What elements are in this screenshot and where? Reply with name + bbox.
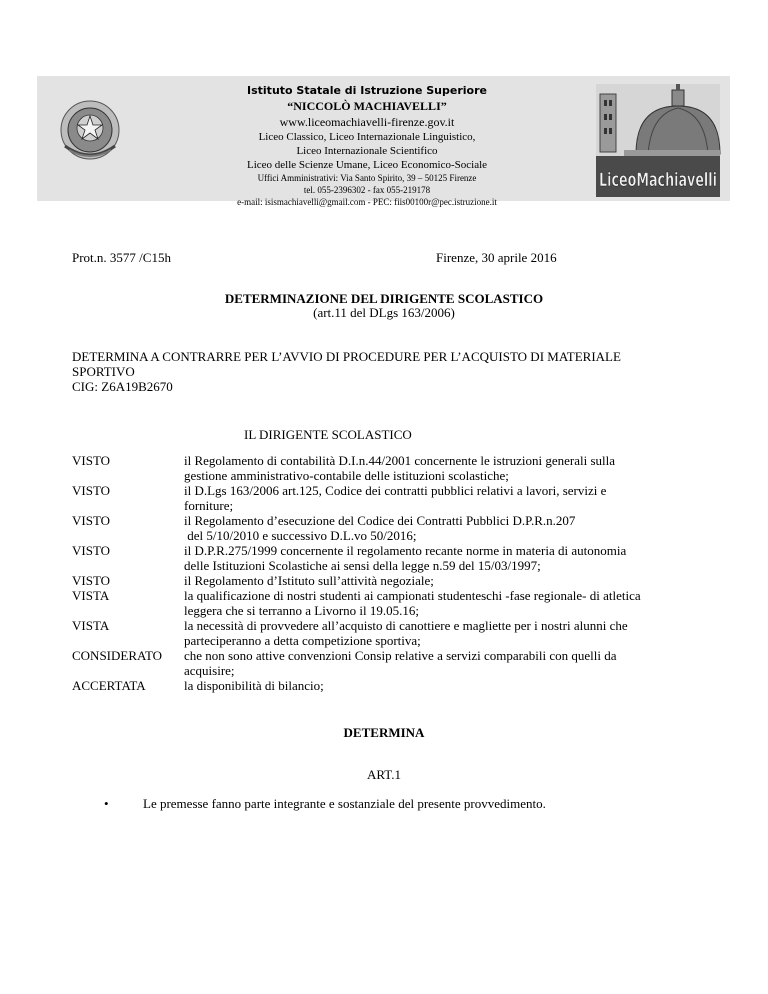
- preamble-line: parteciperanno a detta competizione sportiva;: [184, 633, 421, 648]
- document-subtitle: (art.11 del DLgs 163/2006): [313, 305, 455, 320]
- preamble-line: del 5/10/2010 e successivo D.L.vo 50/2016;: [184, 528, 417, 543]
- preamble-line: la disponibilità di bilancio;: [184, 678, 324, 693]
- preamble-line: leggera che si terranno a Livorno il 19.05.16;: [184, 603, 420, 618]
- school-branches-2: Liceo Internazionale Scientifico: [296, 145, 438, 157]
- school-name: “NICCOLÒ MACHIAVELLI”: [287, 99, 447, 113]
- subject-block: [72, 349, 621, 394]
- preamble-list: [72, 453, 712, 693]
- preamble-label: VISTA: [72, 618, 110, 633]
- preamble-text: [184, 483, 712, 513]
- preamble-line: la qualificazione di nostri studenti ai campionati studenteschi -fase regionale- di atletica: [184, 588, 641, 603]
- logo-text: LiceoMachiavelli: [599, 169, 717, 191]
- determina-heading: DETERMINA: [343, 725, 425, 740]
- preamble-text: [184, 648, 712, 678]
- preamble-text: [184, 588, 712, 618]
- subject-line-2: SPORTIVO: [72, 364, 135, 379]
- preamble-line: il Regolamento d’Istituto sull’attività negoziale;: [184, 573, 434, 588]
- preamble-row: [72, 648, 712, 678]
- preamble-line: acquisire;: [184, 663, 235, 678]
- preamble-row: [72, 678, 712, 693]
- school-offices: Uffici Amministrativi: Via Santo Spirito, 39 – 50125 Firenze: [257, 173, 477, 183]
- preamble-line: delle Istituzioni Scolastiche ai sensi della legge n.59 del 15/03/1997;: [184, 558, 541, 573]
- preamble-text: [184, 618, 712, 648]
- preamble-line: il Regolamento d’esecuzione del Codice dei Contratti Pubblici D.P.R.n.207: [184, 513, 576, 528]
- school-website: www.liceomachiavelli-firenze.gov.it: [279, 115, 455, 129]
- preamble-text: [184, 573, 712, 588]
- preamble-label: VISTO: [72, 453, 111, 468]
- preamble-row: [72, 588, 712, 618]
- school-branches-1: Liceo Classico, Liceo Internazionale Linguistico,: [258, 131, 476, 143]
- protocol-number: Prot.n. 3577 /C15h: [72, 250, 171, 265]
- preamble-text: [184, 678, 712, 693]
- preamble-label: CONSIDERATO: [72, 648, 163, 663]
- preamble-row: [72, 543, 712, 573]
- preamble-row: [72, 483, 712, 513]
- preamble-text: [184, 543, 712, 573]
- preamble-row: [72, 618, 712, 648]
- preamble-text: [184, 513, 712, 543]
- italian-republic-emblem-icon: [59, 98, 121, 164]
- dirigente-heading: IL DIRIGENTE SCOLASTICO: [244, 427, 412, 442]
- preamble-line: il Regolamento di contabilità D.I.n.44/2001 concernente le istruzioni generali sulla: [184, 453, 616, 468]
- preamble-label: VISTO: [72, 543, 111, 558]
- preamble-label: VISTO: [72, 513, 111, 528]
- cig-code: CIG: Z6A19B2670: [72, 379, 173, 394]
- preamble-line: forniture;: [184, 498, 234, 513]
- article-1-heading: ART.1: [366, 767, 401, 782]
- preamble-text: [184, 453, 712, 483]
- subject-line-1: DETERMINA A CONTRARRE PER L’AVVIO DI PROCEDURE PER L’ACQUISTO DI MATERIALE: [72, 349, 621, 364]
- letterhead: [37, 76, 730, 207]
- preamble-line: che non sono attive convenzioni Consip relative a servizi comparabili con quelli da: [184, 648, 617, 663]
- preamble-label: VISTO: [72, 573, 111, 588]
- preamble-label: ACCERTATA: [72, 678, 146, 693]
- preamble-label: VISTO: [72, 483, 111, 498]
- preamble-line: gestione amministrativo-contabile delle istituzioni scolastiche;: [184, 468, 509, 483]
- school-branches-3: Liceo delle Scienze Umane, Liceo Economico-Sociale: [246, 159, 488, 171]
- preamble-row: [72, 513, 712, 543]
- preamble-label: VISTA: [72, 588, 110, 603]
- preamble-row: [72, 453, 712, 483]
- preamble-row: [72, 573, 712, 588]
- document-title: DETERMINAZIONE DEL DIRIGENTE SCOLASTICO: [224, 291, 544, 306]
- place-date: Firenze, 30 aprile 2016: [436, 250, 557, 265]
- school-email: e-mail: isismachiavelli@gmail.com - PEC: fiis00100r@pec.istruzione.it: [237, 197, 497, 207]
- liceo-machiavelli-logo: [596, 84, 720, 197]
- preamble-line: il D.P.R.275/1999 concernente il regolamento recante norme in materia di autonomia: [184, 543, 627, 558]
- school-phone: tel. 055-2396302 - fax 055-219178: [303, 185, 431, 195]
- article-1-text: Le premesse fanno parte integrante e sostanziale del presente provvedimento.: [143, 796, 546, 811]
- letterhead-text: [177, 82, 557, 208]
- institute-type: Istituto Statale di Istruzione Superiore: [247, 84, 487, 97]
- bullet-icon: •: [104, 796, 109, 811]
- preamble-line: la necessità di provvedere all’acquisto di canottiere e magliette per i nostri alunni che: [184, 618, 628, 633]
- preamble-line: il D.Lgs 163/2006 art.125, Codice dei contratti pubblici relativi a lavori, servizi e: [184, 483, 607, 498]
